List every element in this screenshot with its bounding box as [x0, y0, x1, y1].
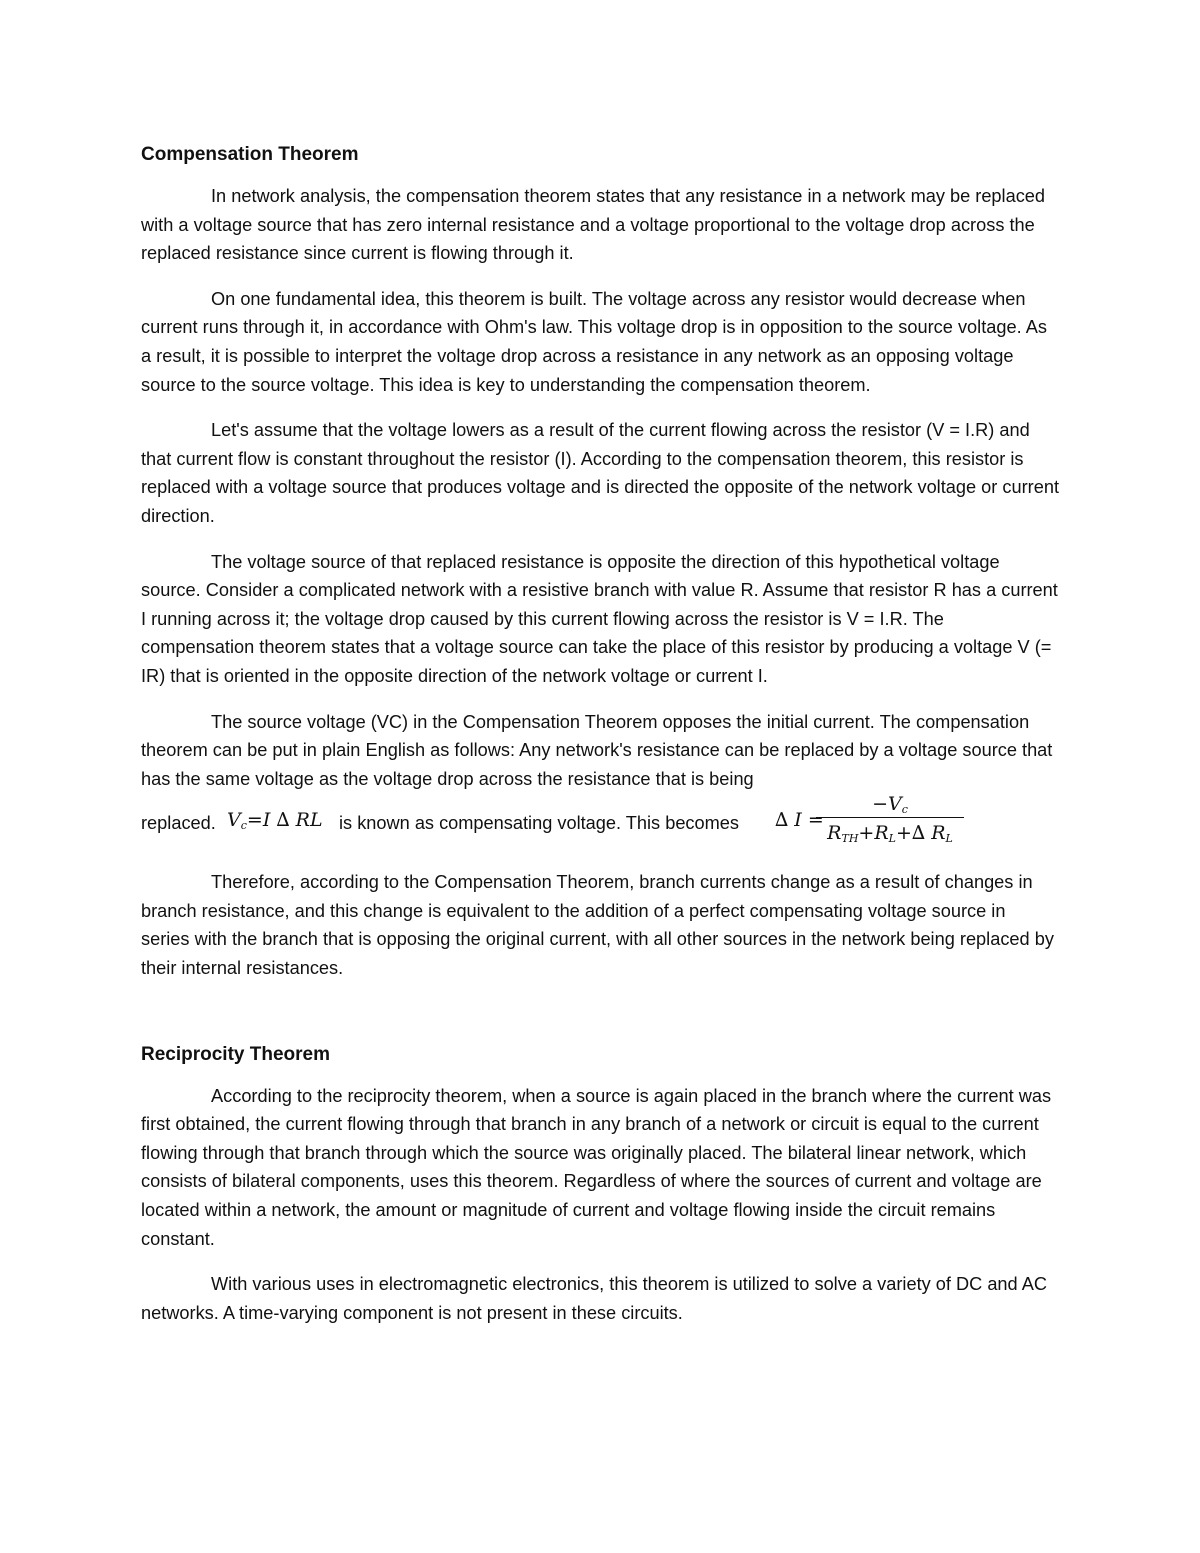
section-heading-reciprocity: Reciprocity Theorem [141, 1043, 330, 1065]
delta-i-lhs: ∆ I = [775, 809, 824, 832]
fraction-numerator: $-V_c$ [872, 793, 908, 817]
paragraph: The voltage source of that replaced resistance is opposite the direction of this hypothetical voltage source. Consider a complicated network with a resistive branch with value R. Assume that resistor R has a current I running across it; the voltage drop caused by this current flowing across the resistor is V = I.R. The compensation theorem states that a voltage source can take the place of this resistor by producing a voltage V (= IR) that is oriented in the opposite direction of the network voltage or current I. [141, 551, 1058, 686]
paragraph: In network analysis, the compensation theorem states that any resistance in a network may be replaced with a voltage source that has zero internal resistance and a voltage proportional to the voltage drop across the replaced resistance since current is flowing through it. [141, 186, 1046, 264]
paragraph: According to the reciprocity theorem, when a source is again placed in the branch where the current was first obtained, the current flowing through that branch in any branch of a network or circuit is equal to the current flowing through that branch through which the source was originally placed. The bilateral linear network, which consists of bilateral components, uses this theorem. Regardless of where the sources of current and voltage are located within a network, the amount or magnitude of current and voltage flowing inside the circuit remains constant. [141, 1085, 1052, 1249]
equation-line [141, 793, 1059, 851]
fraction-denominator: $R_{TH}+R_L+\Delta$ $R_L$ [827, 822, 953, 846]
paragraph: With various uses in electromagnetic electronics, this theorem is utilized to solve a variety of DC and AC networks. A time-varying component is not present in these circuits. [141, 1274, 1047, 1323]
equation-prefix: replaced. [141, 813, 216, 834]
fraction-bar [816, 817, 964, 818]
section-heading-compensation: Compensation Theorem [141, 144, 359, 165]
delta-i-fraction [816, 791, 964, 846]
paragraph: On one fundamental idea, this theorem is built. The voltage across any resistor would decrease when current runs through it, in accordance with Ohm's law. This voltage drop is in opposition to the source voltage. As a result, it is possible to interpret the voltage drop across a resistance in any network as an opposing voltage source to the source voltage. This idea is key to understanding the compensation theorem. [141, 288, 1047, 395]
paragraph: Therefore, according to the Compensation Theorem, branch currents change as a result of changes in branch resistance, and this change is equivalent to the addition of a perfect compensating voltage source in series with the branch that is opposing the original current, with all other sources in the network being replaced by their internal resistances. [141, 872, 1054, 979]
equation-middle-text: is known as compensating voltage. This becomes [339, 813, 740, 834]
document-body [141, 141, 1059, 1327]
paragraph: Let's assume that the voltage lowers as a result of the current flowing across the resistor (V = I.R) and that current flow is constant throughout the resistor (I). According to the compensation theorem, this resistor is replaced with a voltage source that produces voltage and is directed the opposite of the network voltage or current direction. [141, 420, 1060, 526]
paragraph: The source voltage (VC) in the Compensation Theorem opposes the initial current. The compensation theorem can be put in plain English as follows: Any network's resistance can be replaced by a voltage source that has the same voltage as the voltage drop across the resistance that is being [141, 711, 1053, 789]
compensating-voltage-equation: $V_c=I$ ∆ RL [227, 809, 323, 833]
